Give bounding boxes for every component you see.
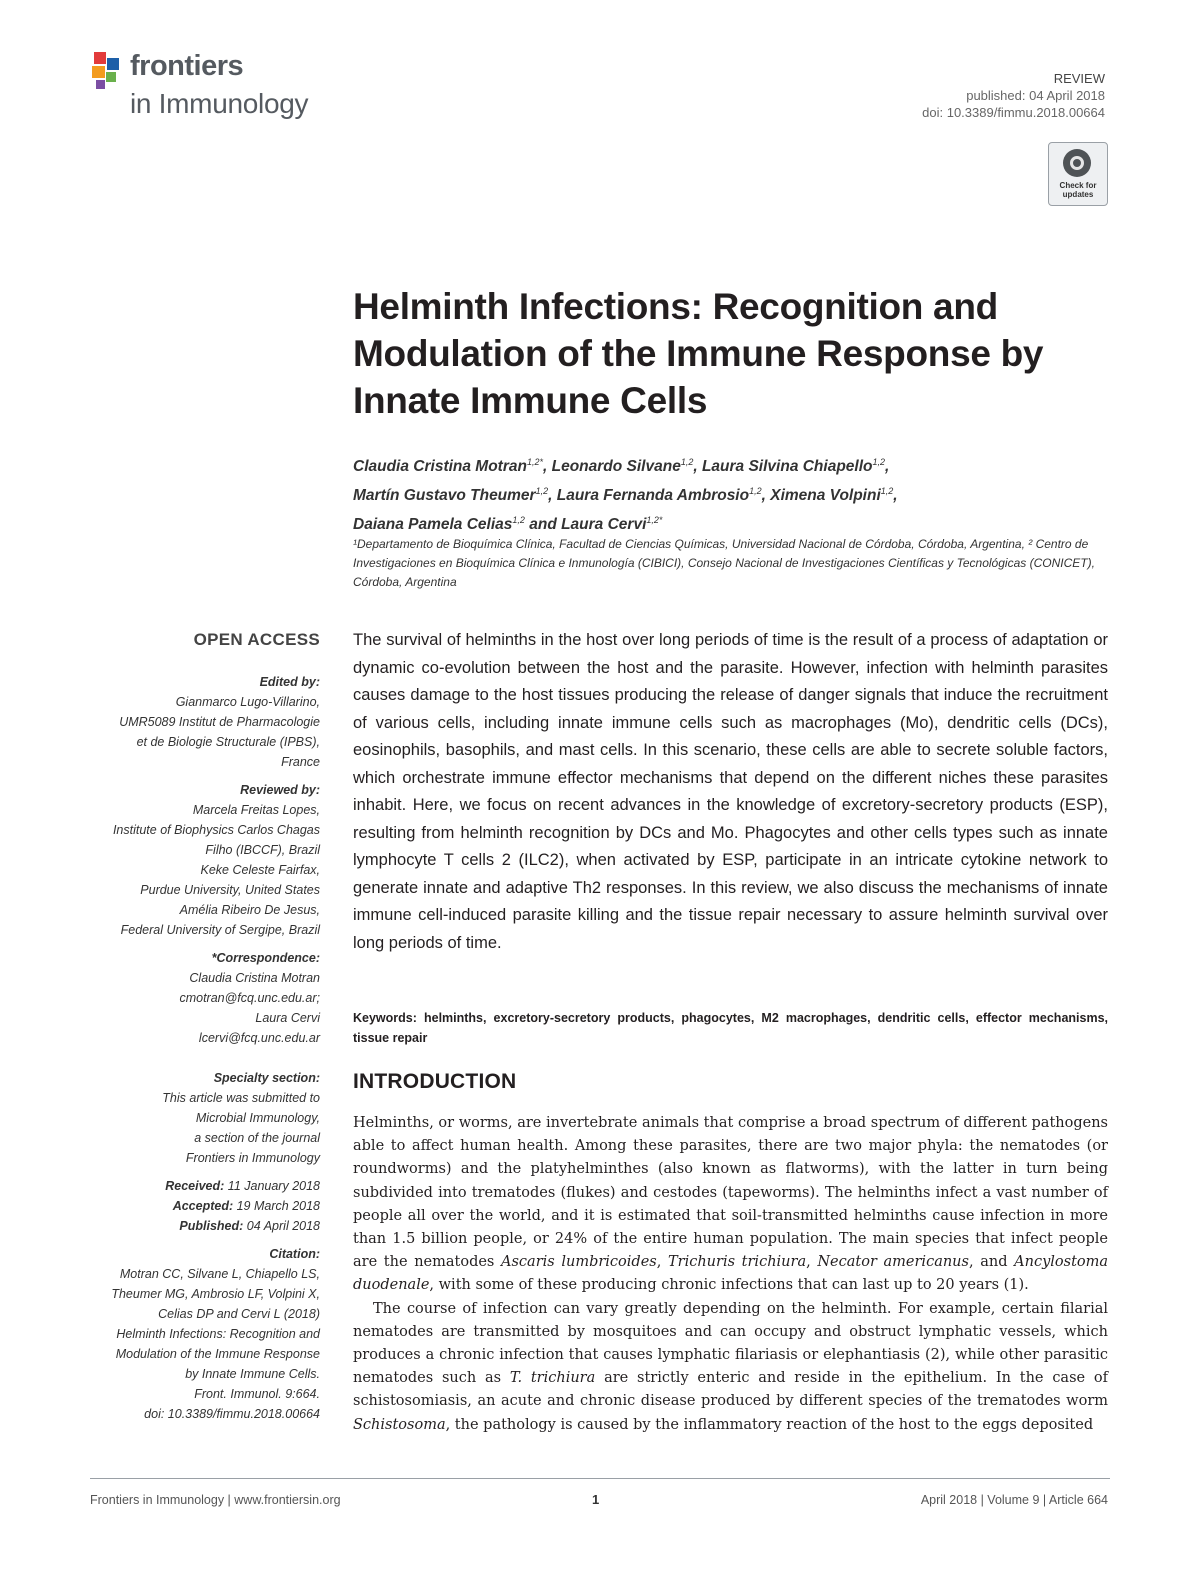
- reviewed-by-line: Federal University of Sergipe, Brazil: [120, 923, 320, 937]
- species-name: Necator americanus: [817, 1254, 969, 1271]
- reviewed-by-line: Amélia Ribeiro De Jesus,: [179, 903, 320, 917]
- author-name[interactable]: Martín Gustavo Theumer: [353, 487, 536, 505]
- author-name[interactable]: Ximena Volpini: [770, 487, 881, 505]
- author-name[interactable]: Daiana Pamela Celias: [353, 516, 513, 534]
- published-label: Published:: [179, 1219, 244, 1233]
- footer-divider: [90, 1478, 1110, 1479]
- edited-by-label: Edited by:: [259, 675, 320, 689]
- citation-doi-link[interactable]: doi: 10.3389/fimmu.2018.00664: [144, 1407, 320, 1421]
- author-name[interactable]: Claudia Cristina Motran: [353, 458, 527, 476]
- text-run: The course of infection can vary greatly depending on the helminth. For example, certain filarial nematodes are transmitted by mosquitoes and can occupy and obstruct lymphatic vessels, which produces a chronic infection that causes lymphatic filariasis or elephantiasis (2), while other parasitic nematodes such as: [353, 1300, 1108, 1387]
- citation-line: by Innate Immune Cells.: [185, 1367, 320, 1381]
- reviewed-by-label: Reviewed by:: [240, 783, 320, 797]
- article-title: Helminth Infections: Recognition and Modulation of the Immune Response by Innate Immune Cells: [353, 286, 1044, 421]
- accepted-value: 19 March 2018: [236, 1199, 320, 1213]
- citation-line: Modulation of the Immune Response: [115, 1347, 320, 1361]
- text-run: Helminths, or worms, are invertebrate animals that comprise a broad spectrum of different pathogens able to affect human health. Among these parasites, there are two major phyla: the nematodes (or roundworms) and the platyhelminthes (also known as flatworms), with the latter in turn being subdivided into trematodes (flukes) and cestodes (tapeworms). The helminths infect a vast number of people all over the world, and it is estimated that soil-transmitted helminths cause infection in more than 1.5 billion people, or 24% of the entire human population. The main species that infect people are the nematodes: [353, 1115, 1108, 1271]
- journal-logo[interactable]: [90, 48, 340, 128]
- crossmark-icon: [1063, 149, 1091, 177]
- citation-line: Motran CC, Silvane L, Chiapello LS,: [119, 1267, 320, 1281]
- abstract: The survival of helminths in the host over long periods of time is the result of a process of adaptation or dynamic co-evolution between the host and the parasite. However, infection with helminth parasites causes damage to the host tissues producing the release of danger signals that induce the recruitment of various cells, including innate immune cells such as macrophages (Mo), dendritic cells (DCs), eosinophils, basophils, and mast cells. In this scenario, these cells are able to secrete soluble factors, which orchestrate immune effector mechanisms that depend on the different niches these parasites inhabit. Here, we focus on recent advances in the knowledge of excretory-secretory products (ESP), resulting from helminth recognition by DCs and Mo. Phagocytes and other cells types such as innate lymphocyte T cells 2 (ILC2), when activated by ESP, participate in an intricate cytokine network to generate innate and adaptive Th2 responses. In this review, we also discuss the mechanisms of innate immune cell-induced parasite killing and the tissue repair necessary to assure helminth survival over long periods of time.: [353, 631, 1108, 952]
- logo-brand: frontiers: [130, 50, 244, 82]
- specialty-line: a section of the journal: [194, 1131, 320, 1145]
- text-run: , with some of these producing chronic infections that can last up to 20 years (1).: [429, 1277, 1029, 1294]
- edited-by-line: et de Biologie Structurale (IPBS),: [136, 735, 320, 749]
- footer-issue-info: April 2018 | Volume 9 | Article 664: [920, 1493, 1108, 1507]
- author-separator: ,: [548, 487, 557, 505]
- author-name[interactable]: Laura Cervi: [561, 516, 647, 534]
- citation-line: Theumer MG, Ambrosio LF, Volpini X,: [111, 1287, 320, 1301]
- citation-label: Citation:: [269, 1247, 320, 1261]
- species-name: Schistosoma: [353, 1416, 446, 1433]
- keywords: Keywords: helminths, excretory-secretory products, phagocytes, M2 macrophages, dendritic cells, effector mechanisms, tissue repair: [353, 1011, 1108, 1045]
- reviewed-by-line: Marcela Freitas Lopes,: [192, 803, 320, 817]
- check-for-updates-badge[interactable]: [1048, 142, 1108, 206]
- page-number: 1: [592, 1492, 600, 1507]
- published-date: published: 04 April 2018: [966, 88, 1105, 103]
- published-value: 04 April 2018: [246, 1219, 320, 1233]
- introduction-body: [353, 1112, 1108, 1437]
- author-affiliation-marker: 1,2: [749, 486, 762, 497]
- author-affiliation-marker: 1,2: [535, 486, 549, 497]
- reviewed-by-line: Filho (IBCCF), Brazil: [205, 843, 320, 857]
- specialty-line: Microbial Immunology,: [195, 1111, 320, 1125]
- author-name[interactable]: Laura Silvina Chiapello: [701, 458, 873, 476]
- author-affiliation-marker: 1,2: [872, 457, 886, 467]
- species-name: Ancylostoma duodenale: [353, 1254, 1109, 1294]
- reviewed-by-line: Keke Celeste Fairfax,: [200, 863, 320, 877]
- article-meta: [922, 70, 1105, 121]
- edited-by-line: France: [281, 755, 320, 769]
- citation-line: Front. Immunol. 9:664.: [194, 1387, 320, 1401]
- correspondence-name: Claudia Cristina Motran: [189, 971, 320, 985]
- article-info-sidebar: [80, 630, 320, 1424]
- edited-by-line: UMR5089 Institut de Pharmacologie: [119, 715, 320, 729]
- accepted-label: Accepted:: [172, 1199, 234, 1213]
- species-name: Ascaris lumbricoides: [501, 1254, 657, 1271]
- author-separator: and: [524, 516, 562, 534]
- specialty-section-label: Specialty section:: [213, 1071, 320, 1085]
- author-affiliation-marker: 1,2*: [526, 457, 543, 467]
- reviewed-by-line: Purdue University, United States: [140, 883, 320, 897]
- published-date-sidebar: [80, 1216, 320, 1236]
- open-access-label: OPEN ACCESS: [193, 630, 320, 649]
- affiliations: ¹Departamento de Bioquímica Clínica, Facultad de Ciencias Químicas, Universidad Nacional de Córdoba, Córdoba, Argentina, ² Centro de Investigaciones en Bioquímica Clínica e Inmunología (CIBICI), Consejo Nacional de Investigaciones Científicas y Tecnológicas (CONICET), Córdoba, Argentina: [353, 537, 1095, 589]
- text-run: , the pathology is caused by the inflammatory reaction of the host to the eggs deposited: [445, 1416, 1094, 1433]
- citation-line: Celias DP and Cervi L (2018): [158, 1307, 320, 1321]
- citation-line: Helminth Infections: Recognition and: [116, 1327, 320, 1341]
- section-heading-introduction: INTRODUCTION: [353, 1070, 517, 1093]
- author-separator: ,: [893, 487, 898, 505]
- author-separator: ,: [693, 458, 702, 476]
- text-run: are strictly enteric and reside in the epithelium. In the case of schistosomiasis, an acute and chronic disease produced by different species of the trematodes worm: [353, 1370, 1108, 1410]
- reviewed-by-line: Institute of Biophysics Carlos Chagas: [112, 823, 320, 837]
- correspondence-name: Laura Cervi: [255, 1011, 320, 1025]
- species-name: T. trichiura: [509, 1370, 596, 1387]
- logo-journal-name: in Immunology: [130, 88, 309, 119]
- text-run: , and: [968, 1254, 1015, 1271]
- correspondence-email-link[interactable]: cmotran@fcq.unc.edu.ar;: [179, 991, 320, 1005]
- edited-by-line: Gianmarco Lugo-Villarino,: [175, 695, 320, 709]
- frontiers-logo-icon: [90, 52, 124, 92]
- received-label: Received:: [165, 1179, 225, 1193]
- author-affiliation-marker: 1,2*: [646, 515, 663, 526]
- species-name: Trichuris trichiura: [667, 1254, 807, 1271]
- text-run: ,: [806, 1254, 818, 1271]
- received-value: 11 January 2018: [227, 1179, 320, 1193]
- text-run: ,: [656, 1254, 668, 1271]
- author-affiliation-marker: 1,2: [512, 515, 525, 526]
- accepted-date: [80, 1196, 320, 1216]
- author-list: [353, 450, 1113, 537]
- badge-label: Check for updates: [1059, 181, 1097, 199]
- author-separator: ,: [885, 458, 890, 476]
- author-name[interactable]: Leonardo Silvane: [551, 458, 681, 476]
- article-type: REVIEW: [1053, 71, 1105, 86]
- author-separator: ,: [761, 487, 771, 505]
- footer-journal-link[interactable]: Frontiers in Immunology | www.frontiersin.org: [90, 1493, 341, 1507]
- author-name[interactable]: Laura Fernanda Ambrosio: [556, 487, 750, 505]
- received-date: [80, 1176, 320, 1196]
- specialty-line: Frontiers in Immunology: [185, 1151, 320, 1165]
- author-affiliation-marker: 1,2: [880, 486, 894, 497]
- body-paragraph: [353, 1112, 1108, 1298]
- correspondence-email-link[interactable]: lcervi@fcq.unc.edu.ar: [198, 1031, 320, 1045]
- author-separator: ,: [542, 458, 552, 476]
- article-doi[interactable]: doi: 10.3389/fimmu.2018.00664: [922, 105, 1105, 120]
- correspondence-label: *Correspondence:: [211, 951, 320, 965]
- specialty-line: This article was submitted to: [162, 1091, 320, 1105]
- body-paragraph: [353, 1298, 1108, 1437]
- author-affiliation-marker: 1,2: [680, 457, 694, 467]
